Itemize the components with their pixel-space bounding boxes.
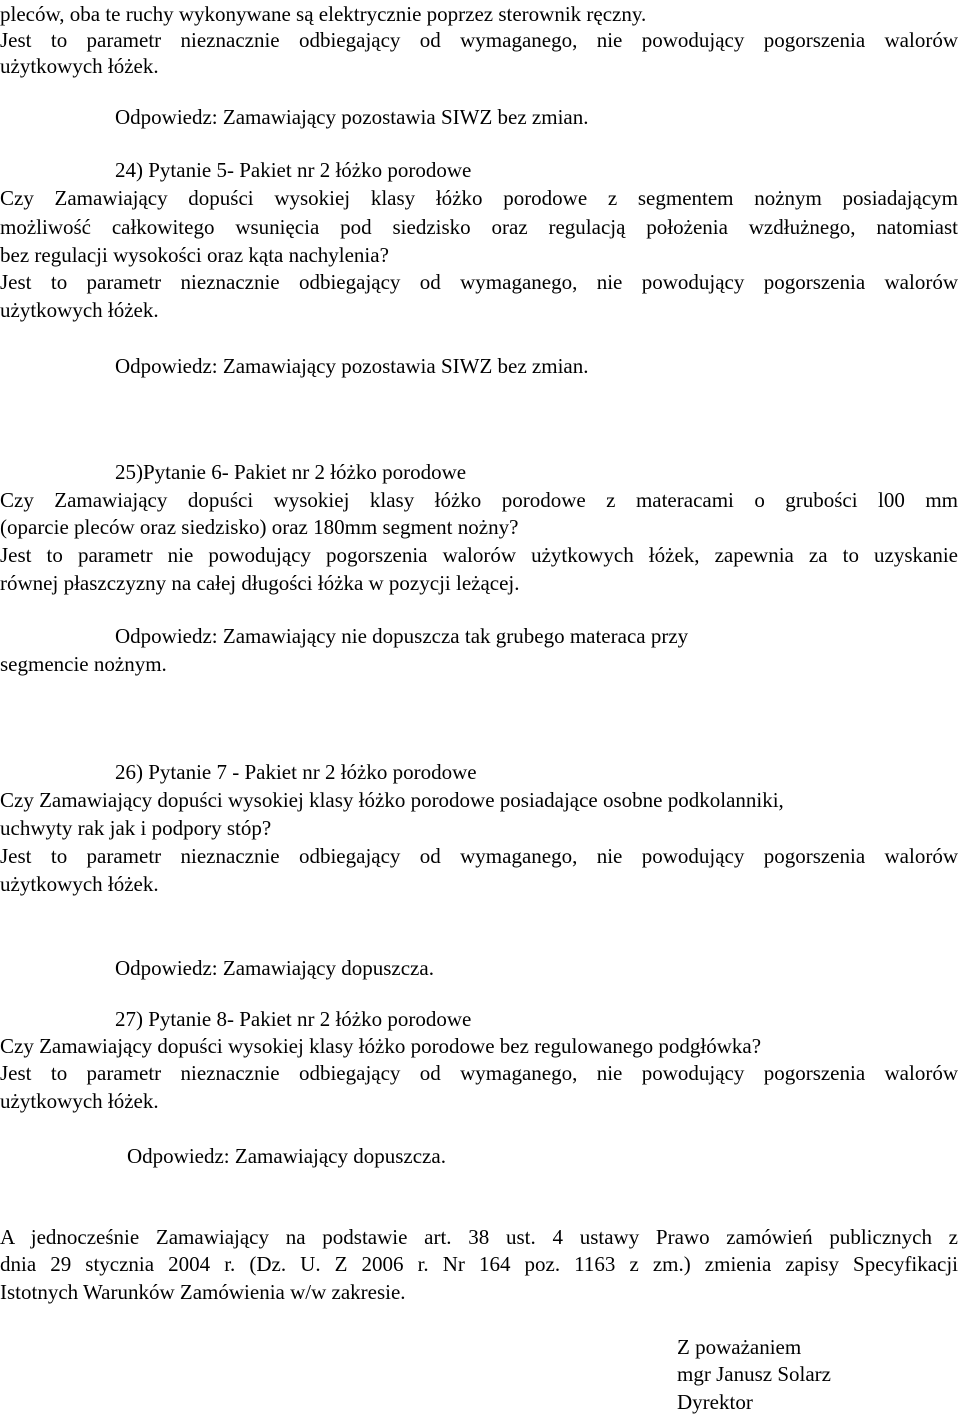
q27-justification-line-2: użytkowych łóżek. xyxy=(0,1089,159,1113)
intro-answer: Odpowiedz: Zamawiający pozostawia SIWZ bez zmian. xyxy=(115,105,589,129)
q25-justification-line-1: Jest to parametr nie powodujący pogorszenia walorów użytkowych łóżek, zapewnia za to uzyskanie xyxy=(0,543,958,567)
q27-justification-line-1: Jest to parametr nieznacznie odbiegający od wymaganego, nie powodujący pogorszenia walorów xyxy=(0,1061,958,1085)
q26-question-line-1: Czy Zamawiający dopuści wysokiej klasy łóżko porodowe posiadające osobne podkolanniki, xyxy=(0,788,784,812)
signature-title: Dyrektor xyxy=(677,1390,753,1414)
q25-answer-line-1: Odpowiedz: Zamawiający nie dopuszcza tak grubego materaca przy xyxy=(115,624,689,648)
q24-heading: 24) Pytanie 5- Pakiet nr 2 łóżko porodowe xyxy=(115,158,472,182)
q27-answer: Odpowiedz: Zamawiający dopuszcza. xyxy=(127,1144,446,1168)
intro-line-3: użytkowych łóżek. xyxy=(0,54,159,78)
q26-question-line-2: uchwyty rak jak i podpory stóp? xyxy=(0,816,272,840)
closing-line-2: dnia 29 stycznia 2004 r. (Dz. U. Z 2006 r. Nr 164 poz. 1163 z zm.) zmienia zapisy Specyfikacji xyxy=(0,1252,958,1276)
intro-line-2: Jest to parametr nieznacznie odbiegający od wymaganego, nie powodujący pogorszenia walorów xyxy=(0,28,958,52)
q25-question-line-2: (oparcie pleców oraz siedzisko) oraz 180mm segment nożny? xyxy=(0,515,519,539)
q27-heading: 27) Pytanie 8- Pakiet nr 2 łóżko porodowe xyxy=(115,1007,472,1031)
q27-question-line-1: Czy Zamawiający dopuści wysokiej klasy łóżko porodowe bez regulowanego podgłówka? xyxy=(0,1034,762,1058)
closing-line-3: Istotnych Warunków Zamówienia w/w zakresie. xyxy=(0,1280,406,1304)
q25-justification-line-2: równej płaszczyzny na całej długości łóżka w pozycji leżącej. xyxy=(0,571,520,595)
signature-name: mgr Janusz Solarz xyxy=(677,1362,831,1386)
signature-greeting: Z poważaniem xyxy=(677,1335,802,1359)
q26-heading: 26) Pytanie 7 - Pakiet nr 2 łóżko porodowe xyxy=(115,760,477,784)
q25-question-line-1: Czy Zamawiający dopuści wysokiej klasy łóżko porodowe z materacami o grubości l00 mm xyxy=(0,488,958,512)
q26-answer: Odpowiedz: Zamawiający dopuszcza. xyxy=(115,956,434,980)
q24-justification-line-1: Jest to parametr nieznacznie odbiegający od wymaganego, nie powodujący pogorszenia walorów xyxy=(0,270,958,294)
q25-heading: 25)Pytanie 6- Pakiet nr 2 łóżko porodowe xyxy=(115,460,467,484)
q24-question-line-1: Czy Zamawiający dopuści wysokiej klasy łóżko porodowe z segmentem nożnym posiadającym xyxy=(0,186,958,210)
q24-question-line-3: bez regulacji wysokości oraz kąta nachylenia? xyxy=(0,243,389,267)
closing-line-1: A jednocześnie Zamawiający na podstawie art. 38 ust. 4 ustawy Prawo zamówień publicznych z xyxy=(0,1225,958,1249)
intro-line-1: pleców, oba te ruchy wykonywane są elektrycznie poprzez sterownik ręczny. xyxy=(0,2,647,26)
q24-answer: Odpowiedz: Zamawiający pozostawia SIWZ bez zmian. xyxy=(115,354,589,378)
q24-justification-line-2: użytkowych łóżek. xyxy=(0,298,159,322)
q24-question-line-2: możliwość całkowitego wsunięcia pod siedzisko oraz regulacją położenia wzdłużnego, natomiast xyxy=(0,215,958,239)
q26-justification-line-2: użytkowych łóżek. xyxy=(0,872,159,896)
q26-justification-line-1: Jest to parametr nieznacznie odbiegający od wymaganego, nie powodujący pogorszenia walorów xyxy=(0,844,958,868)
q25-answer-line-2: segmencie nożnym. xyxy=(0,652,167,676)
